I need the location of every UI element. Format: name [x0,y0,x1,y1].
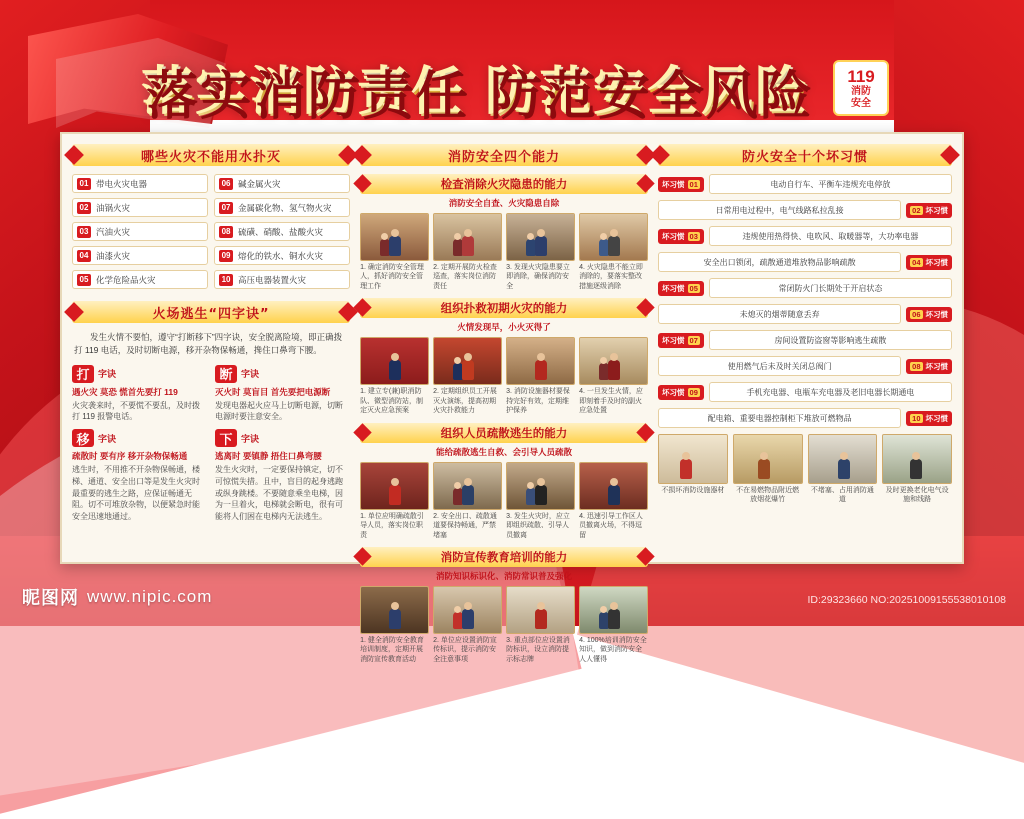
habit-number: 07 [689,335,698,345]
item-label: 油漆火灾 [96,250,131,261]
quad-char: 移 [72,429,94,447]
cell-caption: 3. 重点部位应设置消防标识，设立消防提示标志牌 [506,636,570,663]
capability-cell [360,213,429,291]
quad-head [72,429,207,447]
item-number: 08 [219,226,233,238]
habit-tag [658,333,704,348]
habit-illustration [733,434,803,505]
list-item [214,174,350,193]
habit-text: 使用燃气后未及时关闭总阀门 [658,356,901,376]
habit-text: 常闭防火门长期处于开启状态 [709,278,952,298]
water-fire-list-col1 [72,174,208,289]
quad-cell [215,365,350,424]
quad-body: 火灾袭来时，不要慌不要乱，及时拨打 119 报警电话。 [72,400,200,422]
quad-char: 断 [215,365,237,383]
habit-row [658,252,952,272]
escape-quad-grid [72,365,350,523]
habit-tag [658,385,704,400]
capability-cell [433,462,502,540]
habit-row [658,356,952,376]
capability-cell [360,462,429,540]
illustration-caption: 不在易燃物品附近燃放烟花爆竹 [736,487,800,504]
column-left [72,144,350,554]
cell-caption: 4. 火灾隐患不能立即消除的，要落实整改措施逐级消除 [579,264,643,290]
capability-cell [506,586,575,664]
illustration-image [506,213,575,261]
habit-illustration [882,434,952,505]
capability-title [360,298,648,318]
capability-cell [506,462,575,540]
habit-text: 违规使用热得快、电吹风、取暖器等，大功率电器 [709,226,952,246]
capability-cells [360,337,648,415]
cell-caption: 3. 发生火灾时，应立即组织疏散、引导人员撤离 [506,512,570,539]
item-number: 09 [219,250,233,262]
illustration-image [433,462,502,510]
capability-cell [360,337,429,415]
item-label: 硫磺、硝酸、盐酸火灾 [238,226,324,237]
capability-title-text: 检查消除火灾隐患的能力 [440,179,568,191]
capability-title-text: 消防宣传教育培训的能力 [440,551,568,564]
habit-row [658,226,952,246]
section-title-text: 火场逃生“四字诀” [152,306,270,322]
habit-text: 日常用电过程中，电气线路私拉乱接 [658,200,901,220]
capability-cell [433,337,502,415]
habit-tag-label: 坏习惯 [925,309,948,319]
quad-slogan: 疏散时 要有序 移开杂物保畅通 [72,451,188,461]
quad-label: 字诀 [241,433,260,444]
item-label: 熔化的铁水、铜水火灾 [238,250,324,261]
capability-subtitle: 能给疏散逃生自救、会引导人员疏散 [436,446,573,457]
section-title-text: 哪些火灾不能用水扑灭 [141,149,282,165]
brand-name: 昵图网 [22,588,79,608]
page-title: 落实消防责任 防范安全风险 [135,51,819,126]
habit-illustration [658,434,728,505]
illustration-caption: 及时更换老化电气设施和线路 [885,487,949,504]
capability-cell [360,586,429,664]
item-label: 碱金属火灾 [238,178,281,189]
capability-cell [506,213,575,291]
habit-number: 01 [689,179,698,189]
cell-caption: 1. 健全消防安全教育培训制度，定期开展消防宣传教育活动 [360,636,424,663]
section-title-four-abilities [360,144,648,166]
quad-cell [72,429,207,522]
illustration-image [658,434,728,484]
badge-line2: 安全 [851,97,872,109]
habit-illustration [808,434,878,505]
capability-cell [506,337,575,415]
column-right [658,144,952,554]
item-number: 04 [77,250,91,262]
habit-text: 安全出口锁闭，疏散通道堆放物品影响疏散 [658,252,901,272]
cell-caption: 2. 安全出口、疏散通道要保持畅通，严禁堵塞 [433,512,497,539]
illustration-image [360,337,429,385]
item-number: 10 [219,274,233,286]
illustration-image [579,337,648,385]
habit-row [658,278,952,298]
habit-number: 04 [912,257,921,267]
habit-tag-label: 坏习惯 [662,231,685,241]
illustration-image [506,337,575,385]
illustration-image [360,462,429,510]
habit-illustrations [658,434,952,505]
habit-number: 05 [689,283,698,293]
habit-row [658,200,952,220]
water-fire-list [72,174,350,289]
item-label: 金属碳化物、氢气物火灾 [238,202,332,213]
cell-caption: 4. 一旦发生火情，应即刻着手及时的副火应急处置 [579,388,643,415]
item-label: 带电火灾电器 [96,178,148,189]
list-item [72,198,208,217]
quad-body: 发生火灾时，一定要保持镇定，切不可惊慌失措。且中，盲目的起身逃跑或纵身跳楼。不要随意乘坐电梯，因为一旦着火，电梯就会断电，很有可能将人们困在电梯内无法逃生。 [215,465,344,521]
illustration-image [506,462,575,510]
item-number: 07 [219,202,233,214]
habit-tag-label: 坏习惯 [925,413,948,423]
list-item [72,174,208,193]
habit-tag [906,203,952,218]
badge-number: 119 [847,66,875,86]
item-number: 03 [77,226,91,238]
item-number: 01 [77,178,91,190]
list-item [214,222,350,241]
cell-caption: 1. 建立专(兼)职消防队、微型消防站，制定灭火应急预案 [360,388,424,415]
capability-block [360,298,648,415]
item-number: 05 [77,274,91,286]
item-label: 化学危险品火灾 [96,274,156,285]
habit-tag [906,307,952,322]
list-item [214,246,350,265]
illustration-image [579,586,648,634]
illustration-image [506,586,575,634]
habit-number: 02 [912,205,921,215]
section-title-water-fires [72,144,350,166]
habit-text: 手机充电器、电瓶车充电器及老旧电器长期通电 [709,382,952,402]
illustration-image [733,434,803,484]
item-number: 06 [219,178,233,190]
habit-tag-label: 坏习惯 [925,361,948,371]
list-item [72,246,208,265]
capability-cell [579,213,648,291]
item-label: 汽油火灾 [96,226,131,237]
cell-caption: 2. 单位应设置消防宣传标识，提示消防安全注意事项 [433,636,497,663]
habit-number: 09 [689,387,698,397]
cell-caption: 4. 100%培训消防安全知识，做到消防安全人人懂得 [579,636,647,663]
quad-label: 字诀 [98,369,117,379]
habit-tag-label: 坏习惯 [925,257,948,267]
habit-tag-label: 坏习惯 [662,179,685,189]
habit-number: 06 [912,309,921,319]
capability-title-text: 组织人员疏散逃生的能力 [440,427,568,440]
capability-title [360,423,648,443]
capability-cells [360,213,648,291]
illustration-image [579,462,648,510]
habit-tag [906,255,952,270]
quad-head [72,365,207,383]
habit-number: 10 [912,413,921,423]
habit-number: 03 [689,231,698,241]
habit-tag [658,229,704,244]
quad-char: 下 [215,429,237,447]
habit-text: 房间设置防盗窗等影响逃生疏散 [709,330,952,350]
quad-label: 字诀 [98,433,117,444]
habit-row [658,408,952,428]
section-title-text: 防火安全十个坏习惯 [742,149,869,165]
cell-caption: 4. 迅速引导工作区人员撤离火场，不得逗留 [579,512,643,539]
cell-caption: 3. 发现火灾隐患要立即消除，确保消防安全 [506,264,570,290]
habit-tag [658,177,704,192]
capability-block [360,174,648,291]
quad-char: 打 [72,365,94,383]
cell-caption: 1. 单位应明确疏散引导人员，落实岗位职责 [360,512,424,539]
poster-header [0,52,1024,124]
quad-body: 逃生时，不用推不开杂物保畅通，楼梯、通道、安全出口等是发生火灾时最重要的逃生之路，应保证畅通无阻。切不可堆放杂物，以便紧急时能安全迅速地通过。 [72,465,200,521]
capability-title-text: 组织扑救初期火灾的能力 [440,303,568,316]
habit-row [658,304,952,324]
badge-line1: 消防 [851,85,872,97]
capability-subtitle: 消防知识标识化、消防常识普及强化 [436,570,573,581]
water-fire-list-col2 [214,174,350,289]
quad-body: 发现电器起火应马上切断电源，切断电源时要注意安全。 [215,400,344,422]
escape-intro-text: 发生火情不要怕，遵守“打断移下”四字诀，安全脱离险境，即正确拨打 119 电话，及时切断电源，移开杂物保畅通，搀住口鼻弯下腰。 [74,332,343,355]
illustration-image [433,337,502,385]
illustration-image [433,213,502,261]
capability-block [360,547,648,664]
cell-caption: 3. 消防设施器材要保持完好有效，定期维护保养 [506,388,570,415]
illustration-image [808,434,878,484]
quad-cell [72,365,207,424]
capability-subtitle: 火情发现早，小火灭得了 [457,322,551,333]
habit-row [658,330,952,350]
emergency-number-badge [833,60,889,116]
capability-cell [433,213,502,291]
capability-subtitle: 消防安全自查、火灾隐患自除 [448,198,560,208]
capability-cells [360,462,648,540]
capability-title [360,174,648,194]
site-branding [22,584,212,610]
habit-row [658,174,952,194]
illustration-caption: 不堵塞、占用消防通道 [810,487,874,504]
habit-tag [658,281,704,296]
habit-tag-label: 坏习惯 [662,283,685,293]
habit-tag [906,411,952,426]
capability-cells [360,586,648,664]
habit-number: 08 [912,361,921,371]
habit-text: 未熄灭的烟蒂随意丢弃 [658,304,901,324]
list-item [72,270,208,289]
section-title-text: 消防安全四个能力 [448,149,561,165]
habit-tag-label: 坏习惯 [662,387,685,397]
habit-text: 电动自行车、平衡车违规充电停放 [709,174,952,194]
habit-tag-label: 坏习惯 [662,335,685,345]
habit-text: 配电箱、重要电器控制柜下堆放可燃物品 [658,408,901,428]
capability-block [360,423,648,540]
quad-head [215,365,350,383]
illustration-image [433,586,502,634]
habit-tag [906,359,952,374]
illustration-image [579,213,648,261]
capability-cell [579,462,648,540]
cell-caption: 2. 定期组织员工开展灭火演练，提高初期火灾扑救能力 [433,388,497,415]
quad-slogan: 灭火时 莫盲目 首先要把电源断 [215,386,331,397]
item-label: 油锅火灾 [96,202,131,213]
list-item [214,270,350,289]
list-item [214,198,350,217]
quad-slogan: 遇火灾 莫恐 慌首先要打 119 [72,386,178,397]
capability-title [360,547,648,567]
quad-head [215,429,350,447]
quad-slogan: 逃离时 要镇静 捂住口鼻弯腰 [215,451,322,461]
illustration-image [882,434,952,484]
list-item [72,222,208,241]
asset-meta: ID:29323660 NO:20251009155538010108 [807,594,1006,606]
illustration-caption: 不损坏消防设施器材 [661,487,725,494]
cell-caption: 2. 定期开展防火检查巡查，落实岗位消防责任 [433,264,497,290]
section-title-ten-habits [658,144,952,166]
site-url: www.nipic.com [87,587,213,606]
quad-label: 字诀 [241,369,260,379]
capability-cell [433,586,502,664]
section-title-escape [72,301,350,323]
quad-cell [215,429,350,522]
habit-row [658,382,952,402]
item-number: 02 [77,202,91,214]
capability-cell [579,586,648,664]
illustration-image [360,213,429,261]
column-middle [360,144,648,663]
cell-caption: 1. 确定消防安全管理人，抓好消防安全管理工作 [360,264,424,290]
illustration-image [360,586,429,634]
item-label: 高压电器装置火灾 [238,274,307,285]
capability-cell [579,337,648,415]
habit-tag-label: 坏习惯 [925,205,948,215]
